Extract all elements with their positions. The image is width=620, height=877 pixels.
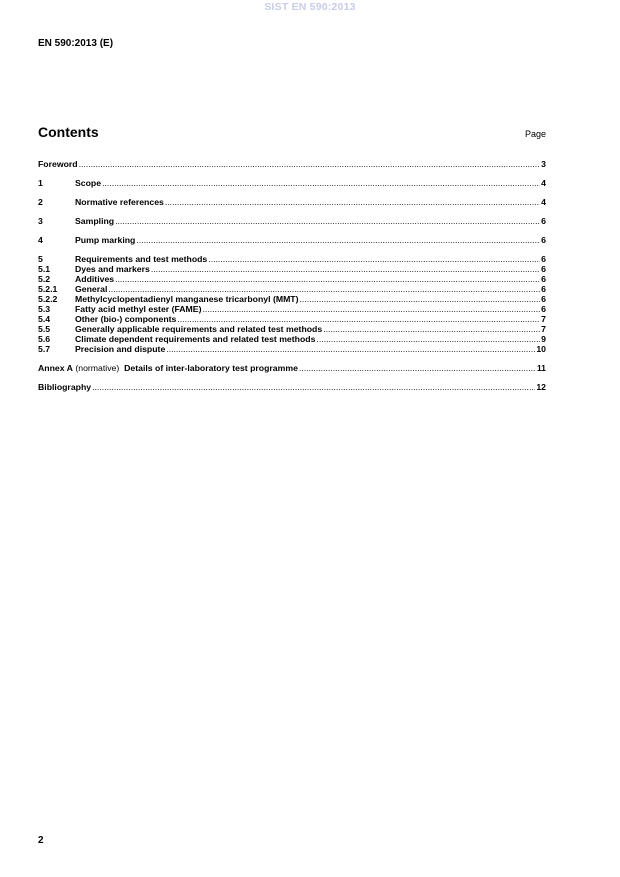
toc-entry-title: Scope — [75, 178, 102, 188]
toc-leader-dots — [108, 284, 540, 294]
toc-entry-number: 3 — [38, 216, 43, 226]
toc-leader-dots — [316, 334, 540, 344]
toc-entry-number: 5.7 — [38, 344, 51, 354]
toc-entry-dyes-markers[interactable] — [38, 264, 546, 274]
toc-entry-number: 1 — [38, 178, 43, 188]
toc-leader-dots — [92, 382, 535, 392]
toc-entry-title: Fatty acid methyl ester (FAME) — [75, 304, 202, 314]
toc-entry-additives[interactable] — [38, 274, 546, 284]
toc-entry-page: 6 — [541, 294, 546, 304]
toc-entry-number: 5.4 — [38, 314, 51, 324]
toc-entry-number: 5.3 — [38, 304, 51, 314]
toc-entry-page: 6 — [541, 254, 546, 264]
page-number: 2 — [38, 835, 44, 846]
page-title: Contents — [38, 124, 99, 140]
toc-entry-number: 5 — [38, 254, 43, 264]
toc-entry-page: 11 — [536, 363, 546, 373]
toc-entry-title: Foreword — [38, 159, 78, 169]
toc-entry-number: 5.2.1 — [38, 284, 58, 294]
toc-leader-dots — [115, 274, 540, 284]
toc-entry-title: Requirements and test methods — [75, 254, 208, 264]
toc-entry-normative-references[interactable] — [38, 197, 546, 207]
annex-prefix: Annex A — [38, 363, 73, 373]
annex-title: Details of inter-laboratory test programme — [124, 363, 298, 373]
toc-leader-dots — [165, 197, 540, 207]
toc-entry-precision-dispute[interactable] — [38, 344, 546, 354]
toc-leader-dots — [300, 294, 541, 304]
toc-entry-fame[interactable] — [38, 304, 546, 314]
toc-entry-foreword[interactable] — [38, 159, 546, 169]
toc-entry-general[interactable] — [38, 284, 546, 294]
toc-entry-title: Other (bio-) components — [75, 314, 177, 324]
table-of-contents — [38, 159, 546, 392]
toc-entry-title: Precision and dispute — [75, 344, 166, 354]
toc-entry-number: 5.1 — [38, 264, 51, 274]
toc-entry-other-components[interactable] — [38, 314, 546, 324]
toc-entry-page: 10 — [536, 344, 546, 354]
toc-entry-page: 6 — [541, 284, 546, 294]
toc-entry-bibliography[interactable] — [38, 382, 546, 392]
toc-entry-title: Climate dependent requirements and related test methods — [75, 334, 316, 344]
toc-entry-page: 6 — [541, 274, 546, 284]
toc-entry-title — [38, 363, 298, 373]
toc-entry-number: 5.2.2 — [38, 294, 58, 304]
toc-leader-dots — [79, 159, 541, 169]
toc-entry-page: 12 — [536, 382, 546, 392]
toc-entry-title: Bibliography — [38, 382, 92, 392]
toc-entry-mmt[interactable] — [38, 294, 546, 304]
annex-qualifier: (normative) — [75, 363, 120, 373]
toc-entry-page: 3 — [541, 159, 546, 169]
toc-leader-dots — [136, 235, 540, 245]
toc-entry-page: 6 — [541, 304, 546, 314]
toc-entry-page: 6 — [541, 235, 546, 245]
toc-leader-dots — [323, 324, 540, 334]
toc-entry-pump-marking[interactable] — [38, 235, 546, 245]
toc-entry-climate-requirements[interactable] — [38, 334, 546, 344]
toc-entry-page: 7 — [541, 324, 546, 334]
toc-entry-title: Methylcyclopentadienyl manganese tricarbonyl (MMT) — [75, 294, 299, 304]
toc-entry-page: 6 — [541, 264, 546, 274]
toc-entry-page: 4 — [541, 197, 546, 207]
toc-leader-dots — [202, 304, 540, 314]
toc-entry-title: Dyes and markers — [75, 264, 150, 274]
page-column-label: Page — [524, 129, 546, 139]
toc-entry-annex-a[interactable] — [38, 363, 546, 373]
watermark: SIST EN 590:2013 — [264, 1, 356, 13]
toc-entry-title: Sampling — [75, 216, 115, 226]
document-id: EN 590:2013 (E) — [38, 38, 114, 49]
toc-leader-dots — [102, 178, 540, 188]
toc-leader-dots — [177, 314, 540, 324]
toc-leader-dots — [166, 344, 535, 354]
toc-leader-dots — [151, 264, 540, 274]
toc-entry-page: 4 — [541, 178, 546, 188]
toc-leader-dots — [299, 363, 536, 373]
toc-entry-title: Generally applicable requirements and related test methods — [75, 324, 323, 334]
toc-entry-number: 5.2 — [38, 274, 51, 284]
toc-entry-number: 2 — [38, 197, 43, 207]
toc-entry-page: 6 — [541, 216, 546, 226]
toc-entry-title: General — [75, 284, 108, 294]
toc-entry-scope[interactable] — [38, 178, 546, 188]
toc-entry-number: 5.6 — [38, 334, 51, 344]
toc-entry-title: Normative references — [75, 197, 164, 207]
toc-entry-title: Additives — [75, 274, 115, 284]
toc-leader-dots — [115, 216, 540, 226]
toc-leader-dots — [208, 254, 540, 264]
toc-entry-sampling[interactable] — [38, 216, 546, 226]
toc-entry-number: 5.5 — [38, 324, 51, 334]
toc-entry-page: 7 — [541, 314, 546, 324]
toc-entry-general-requirements[interactable] — [38, 324, 546, 334]
toc-entry-title: Pump marking — [75, 235, 136, 245]
toc-entry-requirements[interactable] — [38, 254, 546, 264]
toc-entry-page: 9 — [541, 334, 546, 344]
toc-entry-number: 4 — [38, 235, 43, 245]
